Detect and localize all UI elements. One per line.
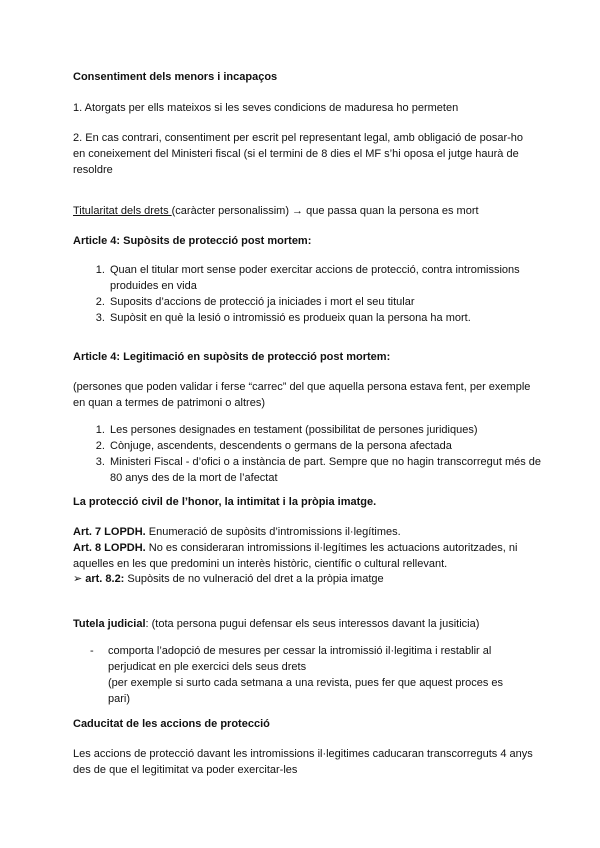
art8-label: Art. 8 LOPDH. — [73, 542, 146, 554]
list-item: 3. Supòsit en què la lesió o intromissió es produeix quan la persona ha mort. — [108, 310, 548, 326]
art4a-list — [73, 262, 548, 326]
consent-title: Consentiment dels menors i incapaços — [73, 71, 278, 83]
list-item: 3. Ministeri Fiscal - d’ofici o a instància de part. Sempre que no hagin transcorregut més de 80 anys des de la mort de l’afectat — [108, 454, 548, 486]
titularitat-line — [73, 203, 535, 219]
arrow-bullet-icon: ➢ — [73, 573, 83, 585]
tutela-line — [73, 616, 535, 632]
art82-label: art. 8.2: — [85, 573, 125, 585]
titularitat-rest: (caràcter personalissim) → que passa quan la persona es mort — [171, 205, 479, 217]
art82-text: Supòsits de no vulneració del dret a la pròpia imatge — [124, 573, 384, 585]
art7-text: Enumeració de supòsits d’intromissions il·legítimes. — [145, 526, 401, 538]
consent-item-1: 1. Atorgats per ells mateixos si les seves condicions de maduresa ho permeten — [73, 102, 459, 114]
list-item: 2. Cònjuge, ascendents, descendents o germans de la persona afectada — [108, 438, 548, 454]
art7-line — [73, 524, 535, 540]
art4b-title: Article 4: Legitimació en supòsits de protecció post mortem: — [73, 351, 391, 363]
tutela-text: : (tota persona pugui defensar els seus interessos davant la jusiticia) — [145, 618, 480, 630]
art4a-title: Article 4: Supòsits de protecció post mortem: — [73, 235, 312, 247]
list-item: 2. Suposits d’accions de protecció ja iniciades i mort el seu titular — [108, 294, 548, 310]
art4b-intro: (persones que poden validar i ferse “carrec” del que aquella persona estava fent, per exemple en quan a termes de patrimoni o altres) — [73, 381, 531, 409]
titularitat-label: Titularitat dels drets — [73, 205, 172, 217]
tutela-bullet-note: (per exemple si surto cada setmana a una revista, pues fer que aquest proces es pari) — [108, 677, 503, 705]
dash-bullet-icon: - — [90, 645, 94, 657]
art4b-list — [73, 422, 548, 486]
caducitat-text: Les accions de protecció davant les intromissions il·legitimes caducaran transcorreguts 4 anys des de que el legitimitat va poder exercitar-les — [73, 748, 533, 776]
tutela-bullet-text: comporta l’adopció de mesures per cessar la intromissió il·legitima i restablir al perjudicat en ple exercici dels seus drets — [108, 645, 492, 673]
consent-item-2: 2. En cas contrari, consentiment per escrit pel representant legal, amb obligació de posar-ho en coneixement del Ministeri fiscal (si el termini de 8 dies el MF s’hi oposa el jutge haurà de resoldre — [73, 132, 524, 176]
tutela-label: Tutela judicial — [73, 618, 146, 630]
caducitat-title: Caducitat de les accions de protecció — [73, 718, 270, 730]
civil-title: La protecció civil de l’honor, la intimitat i la pròpia imatge. — [73, 496, 377, 508]
art7-label: Art. 7 LOPDH. — [73, 526, 146, 538]
list-item — [73, 643, 513, 707]
art82-line — [73, 571, 535, 587]
tutela-list — [73, 643, 513, 707]
list-item: 1. Quan el titular mort sense poder exercitar accions de protecció, contra intromissions produides en vida — [108, 262, 548, 294]
art8-line — [73, 540, 535, 572]
art8-text: No es consideraran intromissions il·legítimes les actuacions autoritzades, ni aquelles en les que predomini un interès històric, científic o cultural rellevant. — [73, 542, 518, 570]
list-item: 1. Les persones designades en testament (possibilitat de persones juridiques) — [108, 422, 548, 438]
